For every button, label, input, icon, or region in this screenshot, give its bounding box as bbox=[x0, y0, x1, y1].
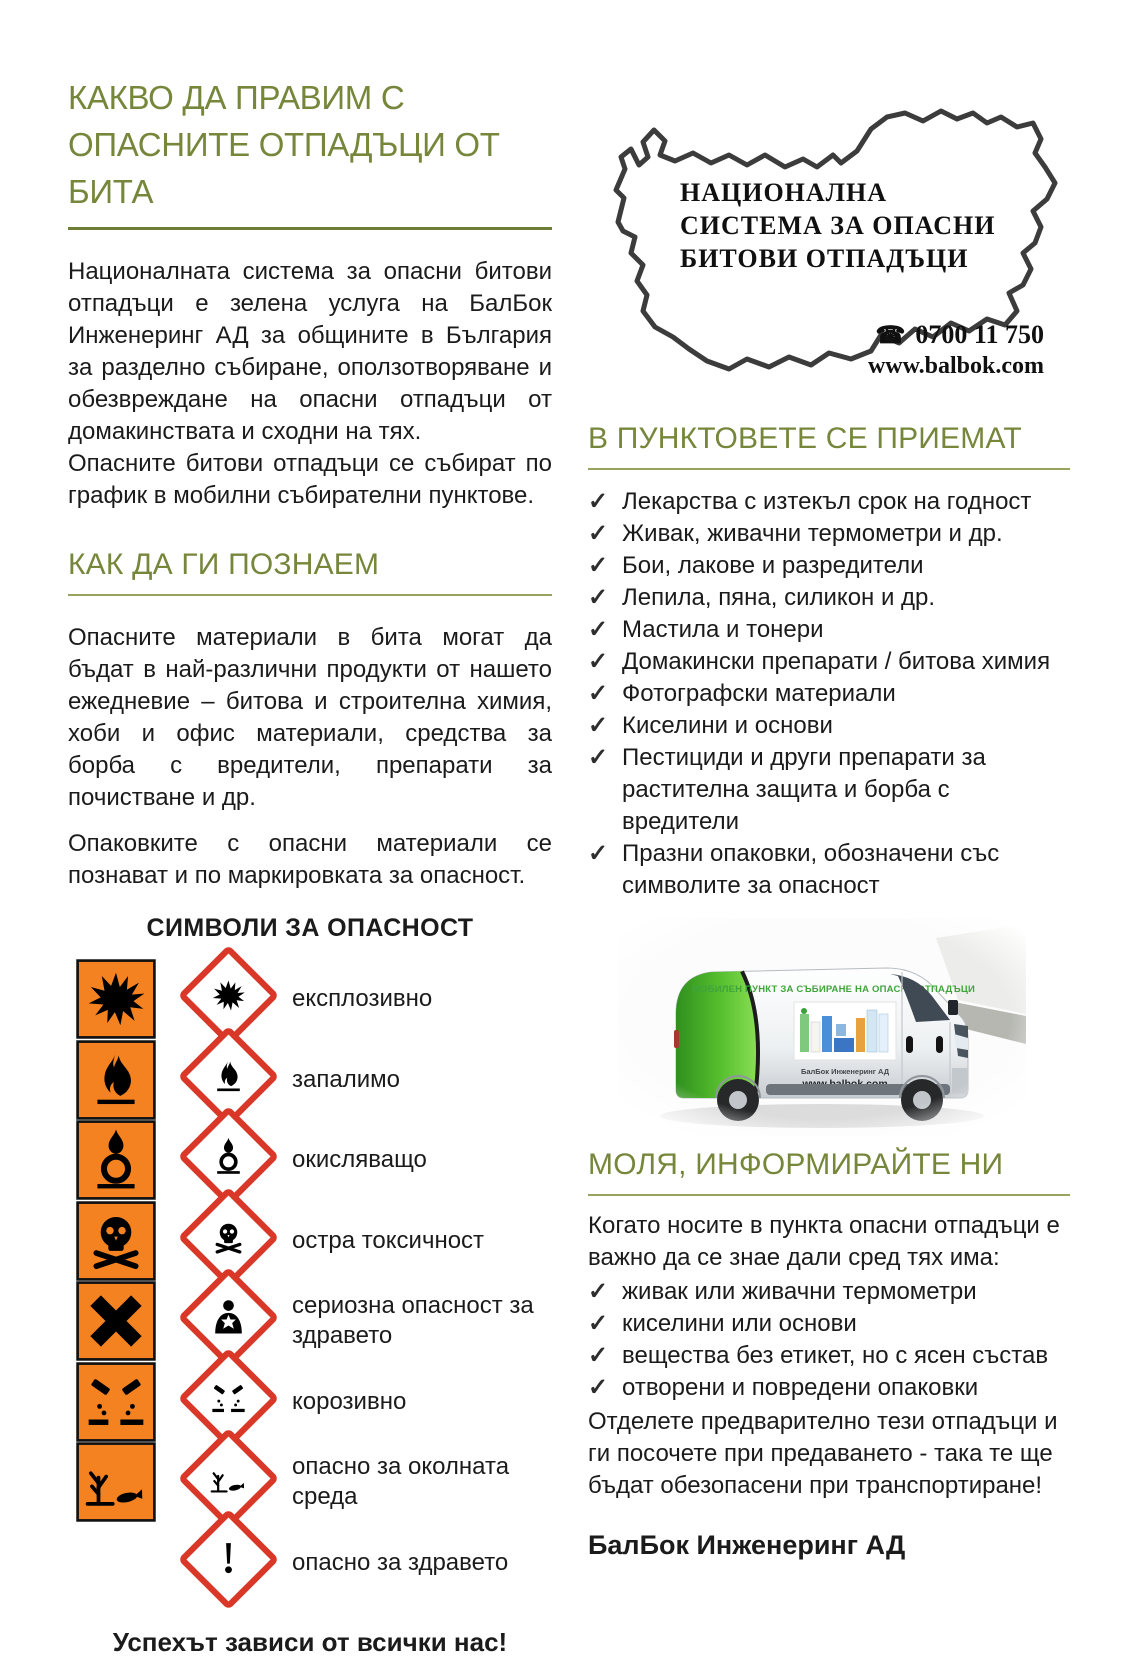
old-hazard-square-harmful bbox=[68, 1281, 164, 1362]
check-icon: ✓ bbox=[588, 840, 609, 867]
accepted-items-list bbox=[588, 486, 1070, 902]
inform-intro: Когато носите в пункта опасни отпадъци е важно да се знае дали сред тях има: bbox=[588, 1212, 1060, 1271]
list-item: ✓ вещества без етикет, но с ясен състав bbox=[588, 1340, 1070, 1372]
explosion-square-icon bbox=[76, 959, 156, 1039]
check-icon: ✓ bbox=[588, 1342, 609, 1369]
hazard-symbols-table bbox=[68, 959, 552, 1603]
check-icon: ✓ bbox=[588, 1278, 609, 1305]
check-icon: ✓ bbox=[588, 552, 609, 579]
inform-items-list bbox=[588, 1276, 1070, 1404]
check-icon: ✓ bbox=[588, 680, 609, 707]
symbol-label: опасно за околната среда bbox=[292, 1453, 510, 1511]
check-icon: ✓ bbox=[588, 616, 609, 643]
how-paragraph-2: Опаковките с опасни материали се познават и по маркировката за опасност. bbox=[68, 830, 552, 889]
list-item: ✓ Лекарства с изтекъл срок на годност bbox=[588, 486, 1070, 518]
old-hazard-square-oxidizing bbox=[68, 1120, 164, 1201]
phone-number: 0700 11 750 bbox=[915, 320, 1044, 349]
list-item: ✓ Живак, живачни термометри и др. bbox=[588, 518, 1070, 550]
list-item: ✓ Домакински препарати / битова химия bbox=[588, 646, 1070, 678]
check-icon: ✓ bbox=[588, 488, 609, 515]
old-hazard-square-explosive bbox=[68, 959, 164, 1040]
list-item: ✓ Пестициди и други препарати за растителна защита и борба с вредители bbox=[588, 742, 1070, 838]
page-title-line1: КАКВО ДА ПРАВИМ С bbox=[68, 79, 405, 116]
page-title-line2: ОПАСНИТЕ ОТПАДЪЦИ ОТ БИТА bbox=[68, 126, 500, 210]
old-hazard-square-flammable bbox=[68, 1040, 164, 1121]
check-icon: ✓ bbox=[588, 1374, 609, 1401]
check-icon: ✓ bbox=[588, 712, 609, 739]
check-icon: ✓ bbox=[588, 584, 609, 611]
symbol-label: сериозна опасност за здравето bbox=[292, 1292, 534, 1350]
map-title-line1: НАЦИОНАЛНА bbox=[680, 178, 888, 207]
bulgaria-map bbox=[588, 70, 1070, 396]
symbol-label: експлозивно bbox=[292, 985, 433, 1013]
check-icon: ✓ bbox=[588, 648, 609, 675]
symbols-title: СИМВОЛИ ЗА ОПАСНОСТ bbox=[146, 914, 474, 942]
symbol-label: корозивно bbox=[292, 1387, 407, 1415]
flame-square-icon bbox=[76, 1040, 156, 1120]
how-paragraph-1: Опасните материали в бита могат да бъдат в най-различни продукти от нашето ежедневие – битова и строителна химия, хоби и офис материали, средства за борба с вредители, препарати за почистване и др. bbox=[68, 624, 552, 811]
check-icon: ✓ bbox=[588, 744, 609, 771]
symbol-label: запалимо bbox=[292, 1065, 400, 1093]
collection-van-photo bbox=[618, 918, 1026, 1136]
page-title bbox=[68, 74, 552, 230]
flame-over-circle-square-icon bbox=[76, 1120, 156, 1200]
right-column bbox=[588, 70, 1070, 1561]
symbol-label: опасно за здравето bbox=[292, 1548, 509, 1576]
ghs-diamond-corrosive bbox=[164, 1362, 292, 1443]
symbol-label: окисляващо bbox=[292, 1146, 427, 1174]
section-inform-title: МОЛЯ, ИНФОРМИРАЙТЕ НИ bbox=[588, 1148, 1070, 1196]
old-hazard-square-toxic bbox=[68, 1201, 164, 1282]
section-how-title: КАК ДА ГИ ПОЗНАЕМ bbox=[68, 548, 552, 596]
map-title-line2: СИСТЕМА ЗА ОПАСНИ bbox=[680, 211, 996, 240]
ghs-diamond-warning bbox=[164, 1523, 292, 1604]
section-accepted-title: В ПУНКТОВЕТЕ СЕ ПРИЕМАТ bbox=[588, 422, 1070, 470]
old-hazard-square-empty bbox=[68, 1523, 164, 1604]
list-item: ✓ отворени и повредени опаковки bbox=[588, 1372, 1070, 1404]
old-hazard-square-corrosive bbox=[68, 1362, 164, 1443]
list-item: ✓ киселини или основи bbox=[588, 1308, 1070, 1340]
ghs-diamond-toxic bbox=[164, 1201, 292, 1282]
list-item: ✓ живак или живачни термометри bbox=[588, 1276, 1070, 1308]
x-cross-square-icon bbox=[76, 1281, 156, 1361]
map-title-line3: БИТОВИ ОТПАДЪЦИ bbox=[680, 244, 969, 273]
corrosive-square-icon bbox=[76, 1362, 156, 1442]
ghs-diamond-oxidizing bbox=[164, 1120, 292, 1201]
symbol-label: остра токсичност bbox=[292, 1226, 485, 1254]
national-system-label bbox=[680, 176, 995, 275]
inform-outro: Отделете предварително тези отпадъци и ги посочете при предаването - така те ще бъдат обезопасени при транспортиране! bbox=[588, 1408, 1058, 1499]
list-item: ✓ Бои, лакове и разредители bbox=[588, 550, 1070, 582]
list-item: ✓ Лепила, пяна, силикон и др. bbox=[588, 582, 1070, 614]
map-contact-block bbox=[868, 320, 1044, 381]
left-footer-slogan: Успехът зависи от всички нас! bbox=[112, 1627, 508, 1657]
telephone-icon: ☎ bbox=[875, 323, 906, 349]
ghs-diamond-environment bbox=[164, 1442, 292, 1523]
list-item: ✓ Киселини и основи bbox=[588, 710, 1070, 742]
check-icon: ✓ bbox=[588, 1310, 609, 1337]
ghs-diamond-health-hazard bbox=[164, 1281, 292, 1362]
list-item: ✓ Празни опаковки, обозначени със символите за опасност bbox=[588, 838, 1070, 902]
ghs-diamond-flammable bbox=[164, 1040, 292, 1121]
company-name-footer: БалБок Инженеринг АД bbox=[588, 1530, 906, 1560]
exclamation-mark-icon bbox=[181, 1512, 276, 1607]
van-illustration bbox=[618, 918, 1026, 1136]
intro-paragraph-2: Опасните битови отпадъци се събират по график в мобилни събирателни пунктове. bbox=[68, 450, 552, 509]
skull-crossbones-square-icon bbox=[76, 1201, 156, 1281]
check-icon: ✓ bbox=[588, 520, 609, 547]
website-url: www.balbok.com bbox=[867, 353, 1044, 379]
dead-tree-fish-square-icon bbox=[76, 1442, 156, 1522]
left-column bbox=[68, 74, 552, 1658]
list-item: ✓ Фотографски материали bbox=[588, 678, 1070, 710]
list-item: ✓ Мастила и тонери bbox=[588, 614, 1070, 646]
ghs-diamond-explosive bbox=[164, 959, 292, 1040]
old-hazard-square-environment bbox=[68, 1442, 164, 1523]
intro-paragraph-1: Националната система за опасни битови отпадъци е зелена услуга на БалБок Инженеринг АД за общините в България за разделно събиране, оползотворяване и обезвреждане на опасни отпадъци от домакинствата и сходни на тях. bbox=[68, 258, 552, 445]
